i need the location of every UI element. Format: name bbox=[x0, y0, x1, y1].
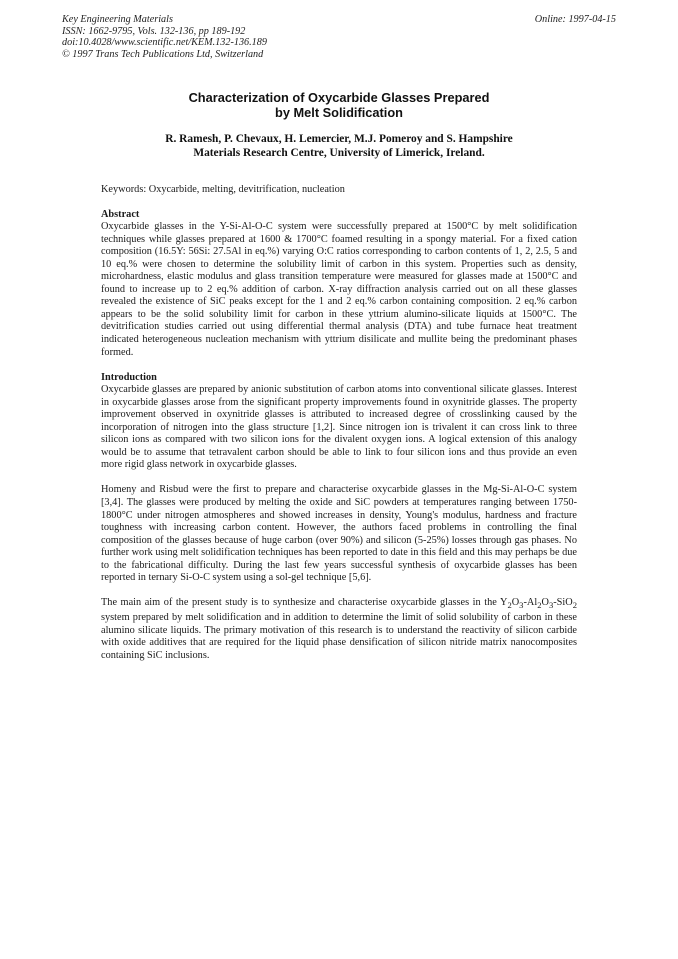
abstract-text: Oxycarbide glasses in the Y-Si-Al-O-C system were successfully prepared at 1500°C by melt solidification techniques while glasses prepared at 1600 & 1700°C foamed resulting in a spongy material. For a fixed cation composition (16.5Y: 56Si: 27.5Al in eq.%) varying O:C ratios corresponding to carbon contents of 1, 2, 2.5, 5 and 10 eq.% were chosen to determine the solubility limit of carbon in this system. Properties such as density, microhardness, elastic modulus and glass transition temperature were measured for glasses made at 1500°C and found to increase up to 2 eq.% addition of carbon. X-ray diffraction analysis carried out on all these glasses revealed the existence of SiC peaks except for the 1 and 2 eq.% carbon containing composition. 2 eq.% carbon appears to be the solid solubility limit for carbon in these yttrium alumino-silicate liquids at 1500°C. The devitrification studies carried out using differential thermal analysis (DTA) and tube furnace heat treatment indicated heterogeneous nucleation mechanism with yttrium disilicate and mullite being the predominant phases formed. bbox=[101, 221, 577, 358]
keywords-line: Keywords: Oxycarbide, melting, devitrification, nucleation bbox=[101, 184, 345, 195]
aluminium-symbol: Al bbox=[526, 597, 538, 609]
paper-title bbox=[0, 91, 678, 120]
subscript-sio2: 2 bbox=[572, 600, 577, 611]
para3-suffix: system prepared by melt solidification and in addition to determine the limit of solid solubility of carbon in these alumino silicate liquids. The primary motivation of this research is to understand the reactivity of silicon carbide with oxide additives that are required for the liquid phase densification of silicon nitride matrix nanocomposites containing SiC inclusions. bbox=[101, 611, 577, 661]
oxygen-symbol-2: O bbox=[541, 597, 549, 609]
introduction-paragraph-1: Oxycarbide glasses are prepared by anionic substitution of carbon atoms into conventional silicate glasses. Interest in oxycarbide glasses arose from the significant property improvements found in oxynitride glasses. The property improvement observed in oxynitride glasses is attributed to increased degree of crosslinking caused by the incorporation of nitrogen into the glass structure [1,2]. Since nitrogen ion is trivalent it can cross link to three silicon ions as compared with two silicon ions for the divalent oxygen ions. A logical extension of this analogy would be to assume that tetravalent carbon should be able to link to four silicon ions and thus provide an even more rigid glass network in oxycarbide glasses. bbox=[101, 384, 577, 471]
copyright-line: © 1997 Trans Tech Publications Ltd, Switzerland bbox=[62, 48, 264, 60]
subscript-o3b: 3 bbox=[548, 600, 554, 611]
subscript-al2: 2 bbox=[537, 600, 542, 611]
journal-header bbox=[62, 14, 616, 60]
dash-1: - bbox=[523, 597, 527, 609]
introduction-paragraph-3 bbox=[101, 597, 577, 662]
author-affiliation: Materials Research Centre, University of Limerick, Ireland. bbox=[193, 147, 485, 160]
oxygen-symbol-1: O bbox=[511, 597, 520, 609]
journal-name: Key Engineering Materials bbox=[62, 14, 173, 25]
abstract-heading: Abstract bbox=[101, 208, 140, 220]
author-block bbox=[0, 132, 678, 161]
issn-line: ISSN: 1662-9795, Vols. 132-136, pp 189-192 bbox=[62, 25, 246, 37]
introduction-paragraph-2: Homeny and Risbud were the first to prepare and characterise oxycarbide glasses in the Mg-Si-Al-O-C system [3,4]. The glasses were produced by melting the oxide and SiC powders at temperatures ranging between 1750-1800°C under nitrogen atmospheres and showed increases in density, Young's modulus, hardness and fracture toughness with increasing carbon content. However, the authors faced problems in controlling the final composition of the glasses because of huge carbon (over 90%) and silicon (5-25%) losses through gas phases. No further work using melt solidification techniques has been reported to date in this field and this may perhaps be due to the fabricational difficulty. During the last few years successful synthesis of oxycarbide glasses has been reported in ternary Si-O-C system using a sol-gel technique [5,6]. bbox=[101, 484, 577, 584]
subscript-y2: 2 bbox=[507, 600, 512, 611]
paragraph-gap bbox=[101, 585, 577, 598]
doi-line: doi:10.4028/www.scientific.net/KEM.132-136.189 bbox=[62, 37, 267, 49]
section-gap bbox=[101, 359, 577, 372]
para3-prefix: The main aim of the present study is to synthesize and characterise oxycarbide glasses in the Y bbox=[101, 597, 508, 609]
title-line-2: by Melt Solidification bbox=[275, 104, 403, 120]
introduction-heading: Introduction bbox=[101, 371, 157, 383]
online-date: Online: 1997-04-15 bbox=[534, 14, 616, 25]
subscript-o3: 3 bbox=[519, 600, 524, 611]
title-line-1: Characterization of Oxycarbide Glasses Prepared bbox=[188, 90, 490, 105]
paper-body bbox=[101, 184, 577, 662]
para3-silica: -SiO bbox=[553, 597, 573, 609]
author-names: R. Ramesh, P. Chevaux, H. Lemercier, M.J. Pomeroy and S. Hampshire bbox=[165, 133, 513, 145]
paragraph-gap bbox=[101, 472, 577, 485]
